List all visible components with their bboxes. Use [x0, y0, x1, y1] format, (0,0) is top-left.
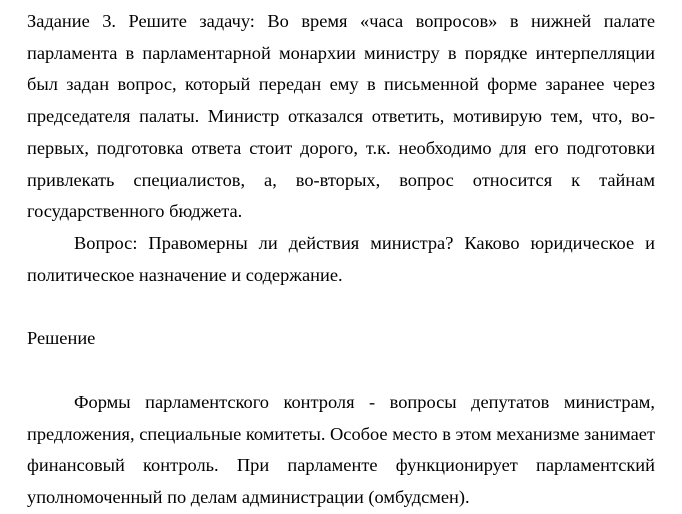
spacer	[27, 355, 655, 387]
solution-paragraph: Формы парламентского контроля - вопросы депутатов министрам, предложения, специальные комитеты. Особое место в этом механизме занимает финансовый контроль. При парламенте функционирует парламентский уполномоченный по делам администрации (омбудсмен).	[27, 392, 655, 508]
solution-heading: Решение	[27, 328, 96, 349]
task-paragraph: Задание 3. Решите задачу: Во время «часа вопросов» в нижней палате парламента в парламентарной монархии министру в порядке интерпелляции был задан вопрос, который передан ему в письменной форме заранее через председателя палаты. Министр отказался ответить, мотивирую тем, что, во-первых, подготовка ответа стоит дорого, т.к. необходимо для его подготовки привлекать специалистов, а, во-вторых, вопрос относится к тайнам государственного бюджета.	[27, 11, 655, 222]
spacer	[27, 291, 655, 323]
question-paragraph: Вопрос: Правомерны ли действия министра? Каково юридическое и политическое назначение и содержание.	[27, 232, 655, 285]
